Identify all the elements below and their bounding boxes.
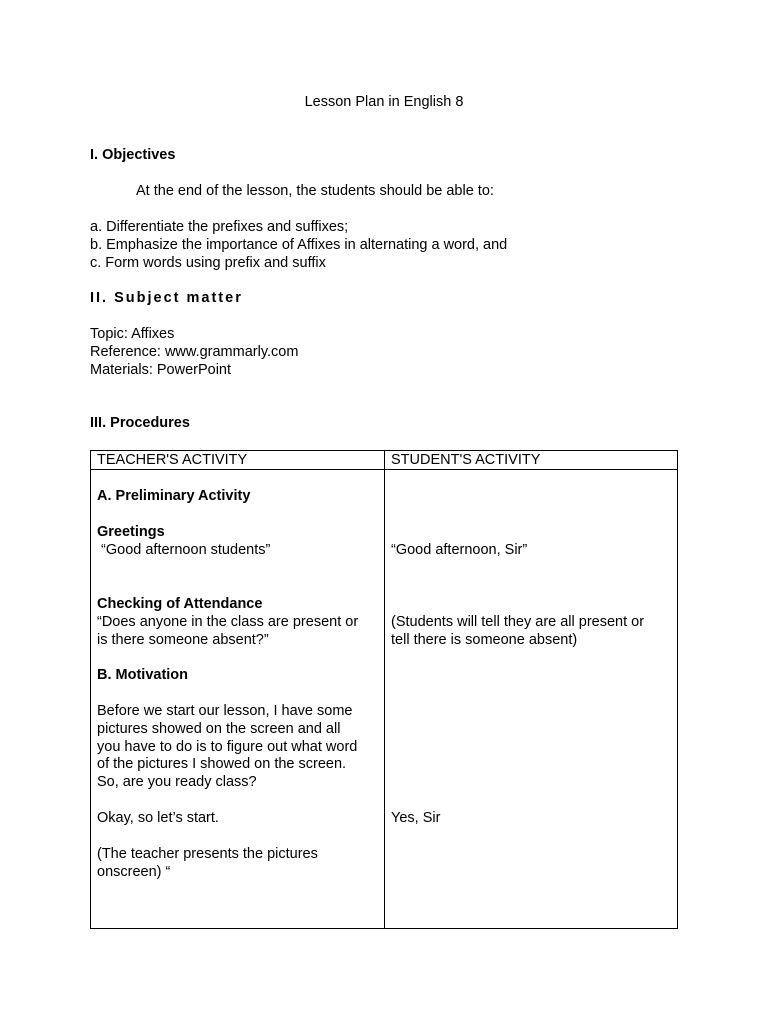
objectives-list xyxy=(90,218,507,272)
objectives-heading: I. Objectives xyxy=(90,147,176,163)
attendance-text-line: is there someone absent?” xyxy=(97,632,269,648)
page-title: Lesson Plan in English 8 xyxy=(304,94,464,110)
motivation-text-line: you have to do is to figure out what word xyxy=(97,739,358,755)
attendance-heading: Checking of Attendance xyxy=(97,596,263,612)
table-header-row xyxy=(91,451,678,470)
greetings-heading: Greetings xyxy=(97,524,165,540)
start-text: Okay, so let’s start. xyxy=(97,810,219,826)
objective-item: c. Form words using prefix and suffix xyxy=(90,255,326,271)
greeting-reply: “Good afternoon, Sir” xyxy=(391,542,528,558)
subject-matter-heading: II. Subject matter xyxy=(90,290,243,306)
teacher-activity-cell xyxy=(91,470,385,929)
procedures-table xyxy=(90,450,678,929)
subject-matter-list xyxy=(90,325,298,379)
table-row xyxy=(91,470,678,929)
topic-line: Topic: Affixes xyxy=(90,326,175,342)
objective-item: b. Emphasize the importance of Affixes in alternating a word, and xyxy=(90,237,508,253)
materials-line: Materials: PowerPoint xyxy=(90,362,232,378)
reference-line: Reference: www.grammarly.com xyxy=(90,344,299,360)
greetings-text: “Good afternoon students” xyxy=(97,542,271,558)
motivation-text-line: of the pictures I showed on the screen. xyxy=(97,756,347,772)
presents-text-line: (The teacher presents the pictures xyxy=(97,846,318,862)
teacher-column-header: TEACHER'S ACTIVITY xyxy=(91,451,385,470)
attendance-reply-line: (Students will tell they are all present or xyxy=(391,614,645,630)
objectives-intro: At the end of the lesson, the students should be able to: xyxy=(136,183,494,199)
motivation-heading: B. Motivation xyxy=(97,667,189,683)
motivation-text-line: So, are you ready class? xyxy=(97,774,257,790)
preliminary-heading: A. Preliminary Activity xyxy=(97,488,251,504)
procedures-heading: III. Procedures xyxy=(90,415,190,431)
presents-text-line: onscreen) “ xyxy=(97,864,171,880)
objective-item: a. Differentiate the prefixes and suffixes; xyxy=(90,219,349,235)
student-column-header: STUDENT'S ACTIVITY xyxy=(385,451,678,470)
student-activity-cell xyxy=(385,470,678,929)
ready-reply: Yes, Sir xyxy=(391,810,441,826)
motivation-text-line: Before we start our lesson, I have some xyxy=(97,703,353,719)
attendance-text-line: “Does anyone in the class are present or xyxy=(97,614,359,630)
motivation-text-line: pictures showed on the screen and all xyxy=(97,721,341,737)
attendance-reply-line: tell there is someone absent) xyxy=(391,632,578,648)
